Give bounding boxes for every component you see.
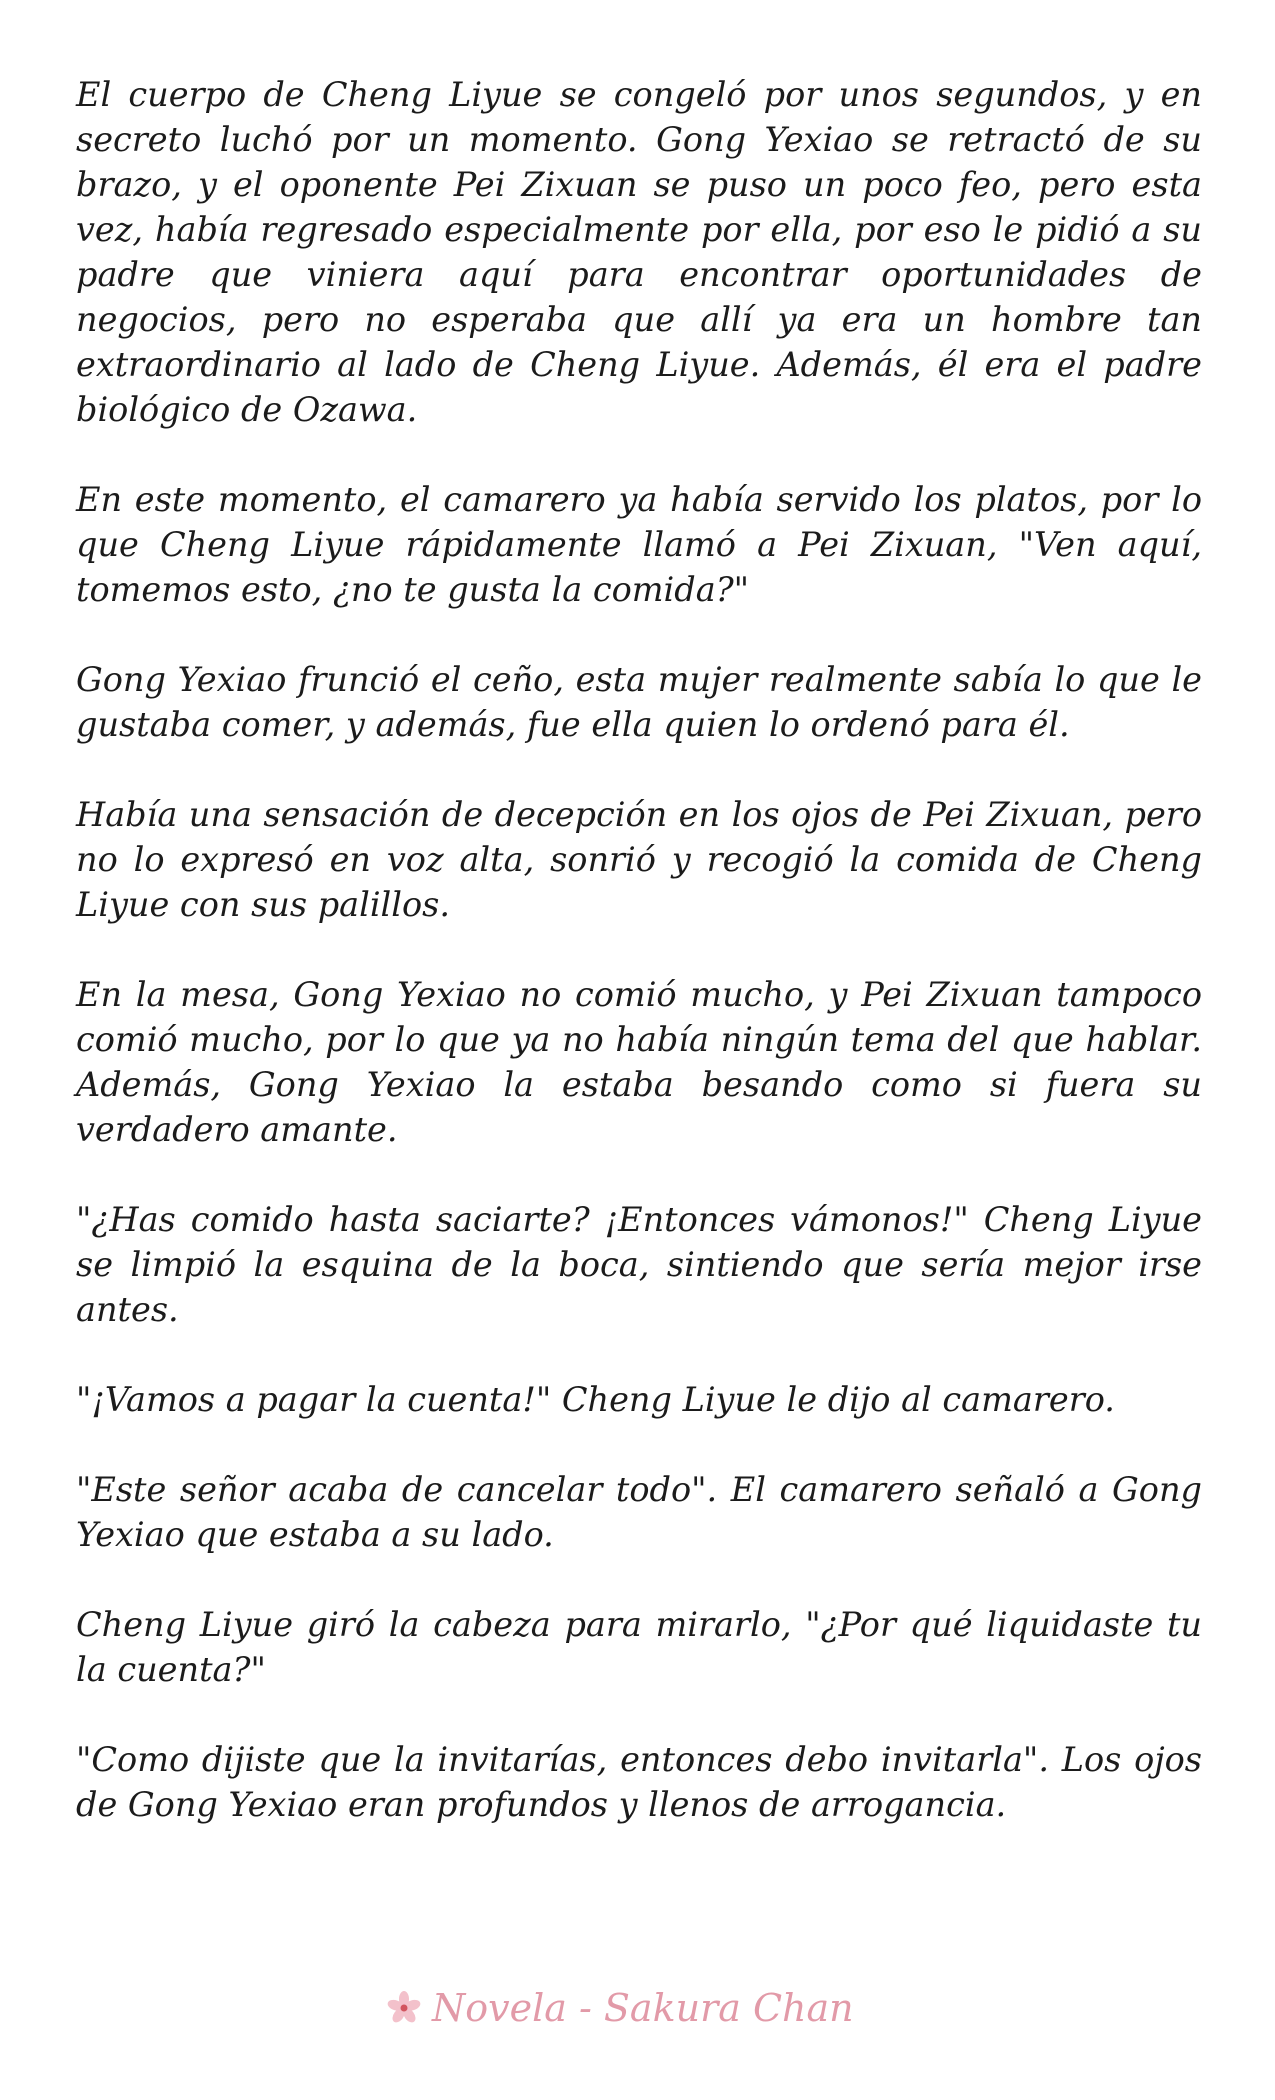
paragraph-5: En la mesa, Gong Yexiao no comió mucho, y Pei Zixuan tampoco comió mucho, por lo que ya no había ningún tema del que hablar. Además, Gong Yexiao la estaba besando como si fuera su verdadero amante. (76, 975, 1202, 1149)
paragraph-4: Había una sensación de decepción en los ojos de Pei Zixuan, pero no lo expresó en voz alta, sonrió y recogió la comida de Cheng Liyue con sus palillos. (76, 795, 1202, 924)
paragraph-7: "¡Vamos a pagar la cuenta!" Cheng Liyue le dijo al camarero. (76, 1380, 1115, 1419)
paragraph-6: "¿Has comido hasta saciarte? ¡Entonces vámonos!" Cheng Liyue se limpió la esquina de la boca, sintiendo que sería mejor irse antes. (76, 1200, 1202, 1329)
watermark (384, 1980, 904, 2036)
paragraph-2: En este momento, el camarero ya había servido los platos, por lo que Cheng Liyue rápidamente llamó a Pei Zixuan, "Ven aquí, tomemos esto, ¿no te gusta la comida?" (76, 480, 1202, 609)
paragraph-1: El cuerpo de Cheng Liyue se congeló por unos segundos, y en secreto luchó por un momento. Gong Yexiao se retractó de su brazo, y el oponente Pei Zixuan se puso un poco feo, pero esta vez, había regresado especialmente por ella, por eso le pidió a su padre que viniera aquí para encontrar oportunidades de negocios, pero no esperaba que allí ya era un hombre tan extraordinario al lado de Cheng Liyue. Además, él era el padre biológico de Ozawa. (76, 75, 1202, 429)
story-text (76, 72, 1202, 1827)
paragraph-3: Gong Yexiao frunció el ceño, esta mujer realmente sabía lo que le gustaba comer, y además, fue ella quien lo ordenó para él. (76, 660, 1202, 744)
paragraph-10: "Como dijiste que la invitarías, entonces debo invitarla". Los ojos de Gong Yexiao eran profundos y llenos de arrogancia. (76, 1740, 1202, 1824)
watermark-label: Novela - Sakura Chan (432, 1986, 854, 2030)
paragraph-8: "Este señor acaba de cancelar todo". El camarero señaló a Gong Yexiao que estaba a su lado. (76, 1470, 1202, 1554)
sakura-flower-icon (384, 1988, 424, 2028)
paragraph-9: Cheng Liyue giró la cabeza para mirarlo, "¿Por qué liquidaste tu la cuenta?" (76, 1605, 1202, 1689)
